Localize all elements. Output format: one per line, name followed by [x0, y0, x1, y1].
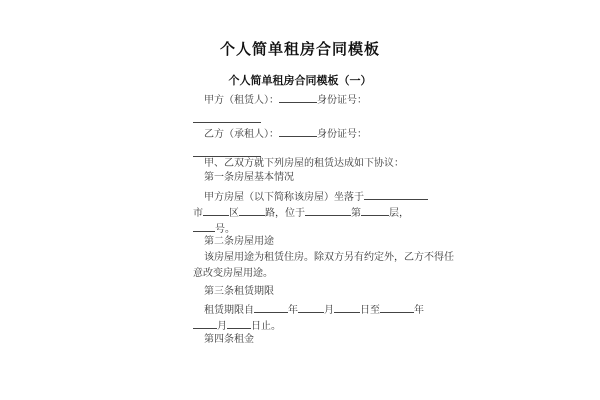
address-road: 路，位于: [265, 208, 305, 219]
party-a-id-label: 身份证号：: [317, 95, 367, 106]
party-b-id-label: 身份证号：: [317, 129, 367, 140]
lease-year-2: 年: [414, 305, 424, 316]
start-year-blank: [254, 302, 288, 313]
location-blank: [364, 189, 428, 200]
room-line: [193, 221, 235, 236]
article-4-title: 第四条租金: [204, 334, 254, 345]
lease-term-line: [204, 302, 424, 317]
article-1-title: 第一条房屋基本情况: [204, 172, 294, 183]
article-2-line-1: 该房屋用途为租赁住房。除双方另有约定外，乙方不得任: [204, 252, 454, 263]
position-blank: [305, 205, 351, 216]
lease-end-line: [193, 318, 281, 333]
party-a-line: [204, 92, 367, 107]
end-month-blank: [193, 318, 217, 329]
document-subtitle: 个人简单租房合同模板（一）: [228, 74, 372, 87]
lease-year-1: 年: [288, 305, 298, 316]
start-day-blank: [334, 302, 360, 313]
end-day-blank: [227, 318, 251, 329]
party-b-id-blank: [193, 146, 261, 157]
city-blank: [203, 205, 229, 216]
lease-month-2: 月: [217, 321, 227, 332]
address-floor: 层，: [389, 208, 409, 219]
lease-end-label: 日止。: [251, 321, 281, 332]
room-blank: [193, 221, 215, 232]
party-b-name-blank: [279, 126, 317, 137]
article-1-text-line: [204, 189, 428, 204]
district-blank: [239, 205, 265, 216]
address-district: 区: [229, 208, 239, 219]
lease-to-label: 日至: [360, 305, 380, 316]
party-a-label: 甲方（租赁人）：: [204, 95, 279, 106]
article-2-line-2: 意改变房屋用途。: [193, 268, 273, 279]
start-month-blank: [298, 302, 324, 313]
address-line: [193, 205, 409, 220]
article-1-text: 甲方房屋（以下简称该房屋）坐落于: [204, 192, 364, 203]
party-a-name-blank: [279, 92, 317, 103]
article-3-title: 第三条租赁期限: [204, 286, 274, 297]
party-b-label: 乙方（承租人）：: [204, 129, 279, 140]
lease-from-label: 租赁期限自: [204, 305, 254, 316]
article-2-title: 第二条房屋用途: [204, 236, 274, 247]
party-a-id-line: [193, 112, 261, 127]
address-city: 市: [193, 208, 203, 219]
end-year-blank: [380, 302, 414, 313]
agreement-intro: 甲、乙双方就下列房屋的租赁达成如下协议：: [204, 158, 404, 169]
lease-month-1: 月: [324, 305, 334, 316]
party-a-id-blank: [193, 112, 261, 123]
floor-blank: [361, 205, 389, 216]
address-no: 第: [351, 208, 361, 219]
document-title: 个人简单租房合同模板: [219, 40, 380, 58]
address-room: 号。: [215, 224, 235, 235]
party-b-line: [204, 126, 367, 141]
